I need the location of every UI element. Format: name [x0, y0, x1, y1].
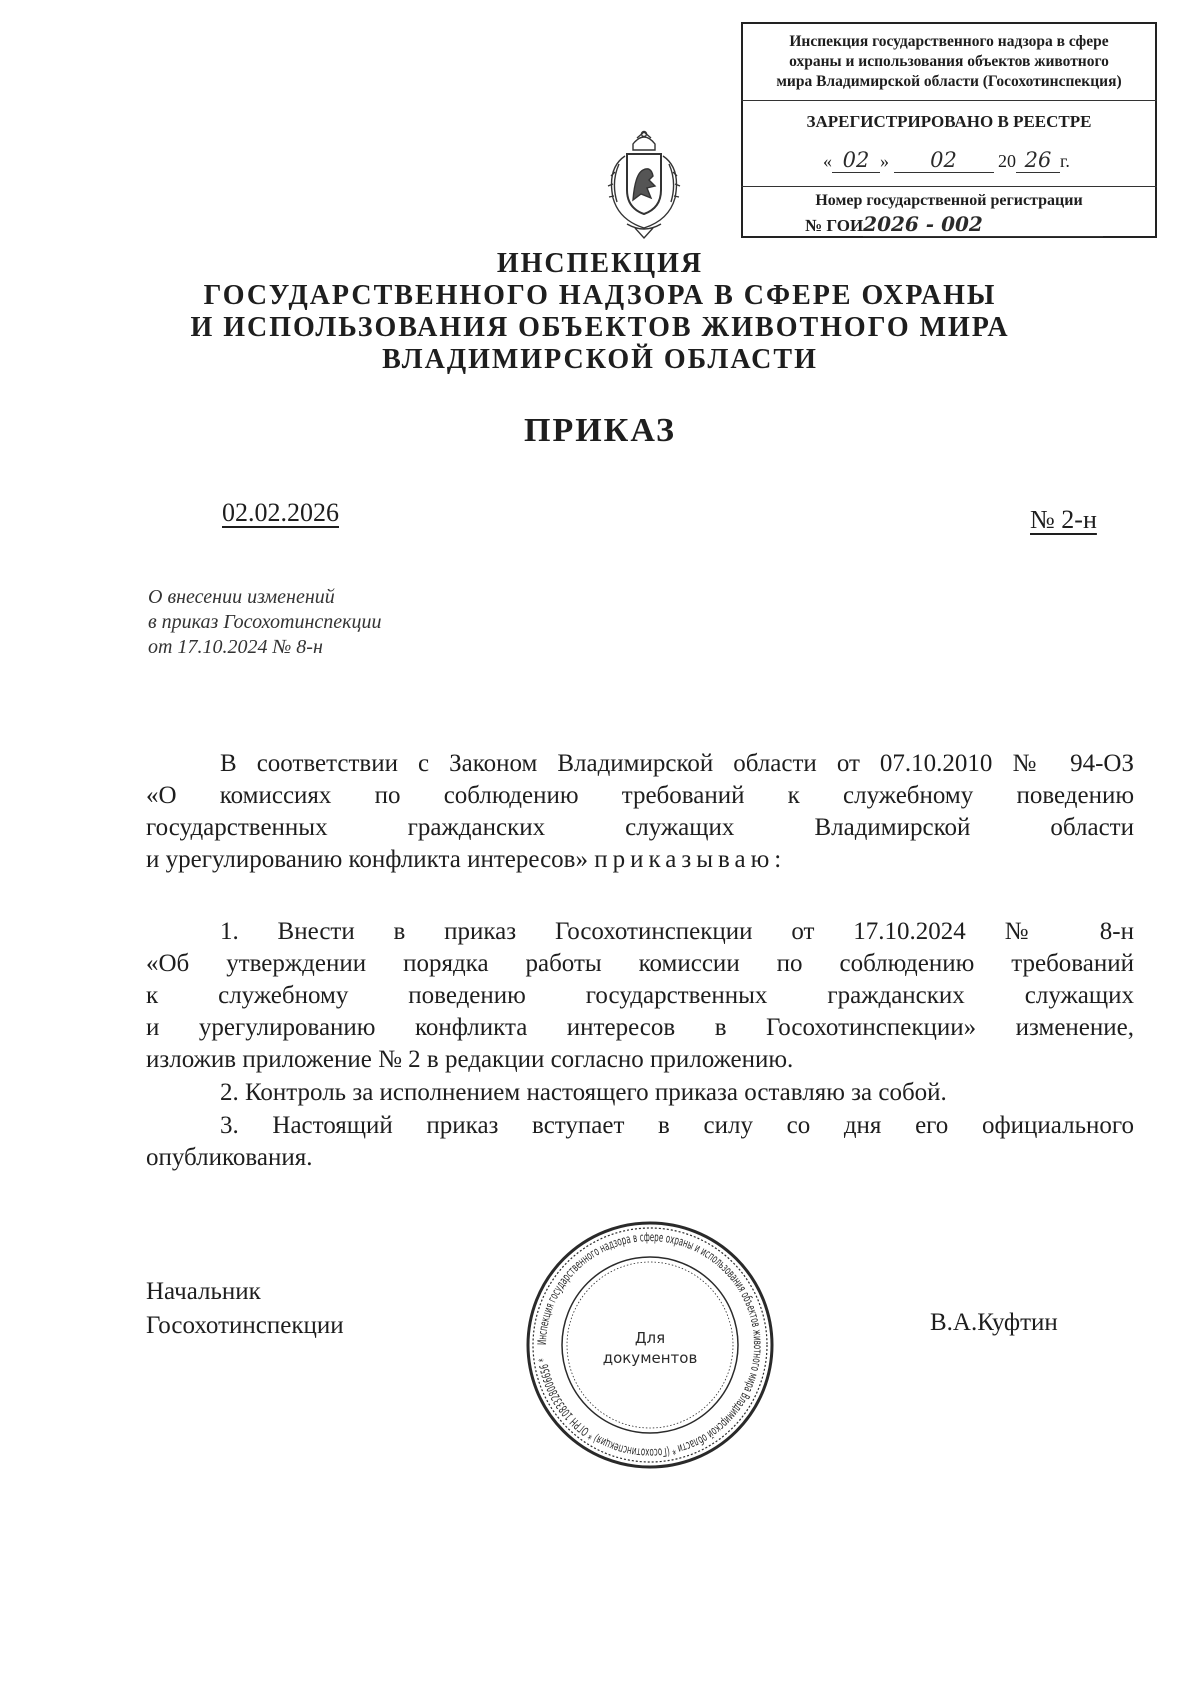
paragraph-line: «О комиссиях по соблюдению требований к служебному поведению: [146, 782, 1134, 809]
signature-position-line: Госохотинспекции: [146, 1312, 344, 1339]
paragraph-line: 3. Настоящий приказ вступает в силу со дня его официального: [220, 1112, 1134, 1139]
subject-line: от 17.10.2024 № 8-н: [148, 636, 323, 658]
registration-date-suffix: г.: [1060, 151, 1070, 171]
registration-divider: [741, 186, 1157, 187]
paragraph-line: В соответствии с Законом Владимирской области от 07.10.2010 № 94-ОЗ: [220, 750, 1134, 777]
organization-header-line: И ИСПОЛЬЗОВАНИЯ ОБЪЕКТОВ ЖИВОТНОГО МИРА: [190, 312, 1010, 343]
registration-org-line: Инспекция государственного надзора в сфере: [789, 33, 1109, 50]
document-date: 02.02.2026: [222, 498, 339, 527]
paragraph-line: опубликования.: [146, 1144, 313, 1171]
paragraph-line: государственных гражданских служащих Владимирской области: [146, 814, 1134, 841]
paragraph-line: и урегулированию конфликта интересов в Госохотинспекции» изменение,: [146, 1014, 1134, 1041]
registration-date-month: 02: [894, 148, 994, 173]
signature-name: В.А.Куфтин: [930, 1309, 1058, 1336]
registration-org-line: охраны и использования объектов животного: [789, 53, 1109, 70]
registration-date: [823, 148, 1070, 173]
signature-position-line: Начальник: [146, 1278, 261, 1305]
registration-number-value: 2026 - 002: [863, 212, 1103, 237]
item-1-paragraph: [146, 916, 1134, 1076]
registration-date-day: 02: [832, 148, 880, 173]
stamp-center-line: Для: [634, 1329, 666, 1347]
registration-box: [741, 22, 1157, 238]
registration-number-prefix: № ГОИ: [805, 216, 864, 235]
coat-of-arms-icon: [597, 128, 691, 240]
paragraph-line: 2. Контроль за исполнением настоящего приказа оставляю за собой.: [220, 1079, 947, 1106]
subject-line: О внесении изменений: [148, 586, 335, 608]
item-2-paragraph: [146, 1077, 1134, 1109]
paragraph-line: 1. Внести в приказ Госохотинспекции от 17.10.2024 № 8-н: [220, 918, 1134, 945]
registration-number-label: Номер государственной регистрации: [815, 192, 1083, 209]
organization-header: [150, 248, 1050, 376]
document-subject: [148, 585, 382, 660]
stamp-ring-text: Инспекция государственного надзора в сфере охраны и использования объектов животного мира Владимирской области * (Госохотинспекция) * ОГРН 1083328006656 *: [534, 1229, 766, 1461]
item-3-paragraph: [146, 1110, 1134, 1174]
paragraph-line: [146, 844, 1134, 876]
registration-org: [751, 32, 1147, 92]
preamble-text: и урегулированию конфликта интересов»: [146, 846, 588, 873]
organization-header-line: ВЛАДИМИРСКОЙ ОБЛАСТИ: [382, 344, 818, 375]
paragraph-line: изложив приложение № 2 в редакции согласно приложению.: [146, 1046, 794, 1073]
registration-org-line: мира Владимирской области (Госохотинспекция): [776, 73, 1122, 90]
registration-divider: [741, 100, 1157, 101]
organization-header-line: ИНСПЕКЦИЯ: [496, 248, 704, 279]
document-number: № 2-н: [1030, 505, 1097, 534]
organization-header-line: ГОСУДАРСТВЕННОГО НАДЗОРА В СФЕРЕ ОХРАНЫ: [203, 280, 997, 311]
date-close-quote: »: [880, 151, 889, 171]
official-stamp-icon: [520, 1215, 780, 1475]
paragraph-line: «Об утверждении порядка работы комиссии по соблюдению требований: [146, 950, 1134, 977]
registration-title: ЗАРЕГИСТРИРОВАНО В РЕЕСТРЕ: [806, 112, 1092, 131]
stamp-center-line: документов: [602, 1349, 698, 1367]
subject-line: в приказ Госохотинспекции: [148, 611, 382, 633]
preamble-paragraph: [146, 748, 1134, 876]
registration-date-year-prefix: 20: [998, 151, 1016, 171]
date-open-quote: «: [823, 151, 832, 171]
order-word: приказываю:: [594, 846, 787, 873]
paragraph-line: к служебному поведению государственных гражданских служащих: [146, 982, 1134, 1009]
registration-number: [805, 212, 1103, 237]
registration-date-year-suffix: 26: [1016, 148, 1060, 173]
signature-position: [146, 1275, 344, 1343]
document-type: ПРИКАЗ: [524, 412, 676, 449]
